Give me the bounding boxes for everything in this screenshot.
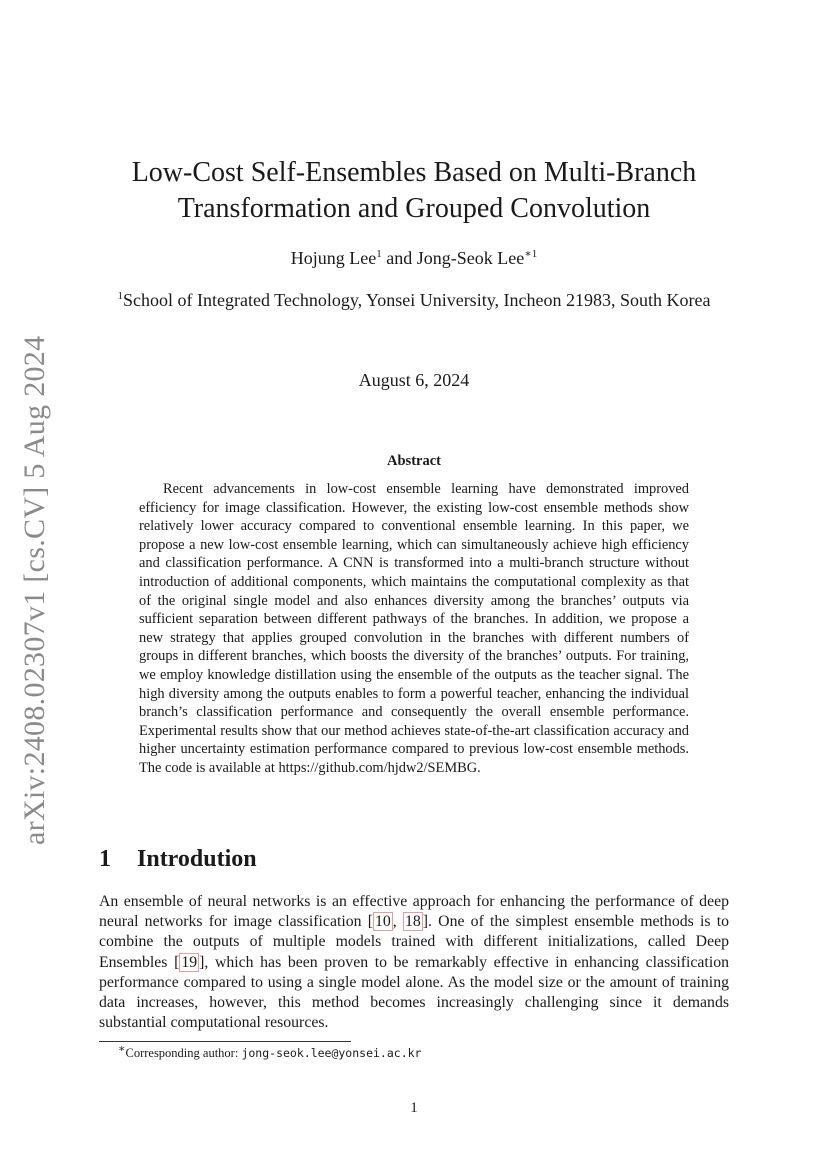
author-conjunction: and [381,248,417,268]
footnote-label: Corresponding author: [125,1046,242,1060]
intro-text: , which has been proven to be remarkably effective in enhancing classification performance compared to using a single model alone. As the model size or the amount of training data increases, however, this method becomes increasingly challenging since it demands substantial computational resources. [99,953,730,1032]
introduction-paragraph: An ensemble of neural networks is an effective approach for enhancing the performance of deep neural networks for image classification [ 10 , 18 ]. One of the simplest ensemble methods is to combine the outputs of multiple models trained with different initializations, called Deep Ensembles [ 19 ], which has been proven to be remarkably effective in enhancing classification performance compared to using a single model alone. As the model size or the amount of training data increases, however, this method becomes increasingly challenging since it demands substantial computational resources. [99,893,730,1032]
intro-text: An ensemble of neural networks is an effective approach for enhancing the performance of deep neural networks for image classification [99,893,729,931]
footnote-divider [99,1041,351,1042]
corresponding-email[interactable]: jong-seok.lee@yonsei.ac.kr [241,1046,422,1060]
title-line-2: Transformation and Grouped Convolution [177,193,651,224]
author-affiliation-marker: ∗1 [524,248,538,260]
author-list [0,248,828,269]
section-title: Introdution [137,846,257,872]
page-number: 1 [410,1100,418,1116]
arxiv-identifier-stamp[interactable]: arXiv:2408.02307v1 [cs.CV] 5 Aug 2024 [18,335,51,845]
section-number: 1 [99,846,111,872]
citation-separator: , [392,913,403,931]
author-name: Hojung Lee [290,248,377,268]
author-name: Jong-Seok Lee [416,248,525,268]
author-affiliation-marker: 1 [376,248,382,260]
citation-link[interactable]: 10 [375,913,391,931]
publication-date: August 6, 2024 [358,370,470,390]
footnote [118,1042,422,1061]
title-line-1: Low-Cost Self-Ensembles Based on Multi-Branch [131,157,697,188]
affiliation-marker: 1 [117,290,123,302]
abstract-heading: Abstract [387,453,441,469]
citation-link[interactable]: 19 [181,953,198,971]
paper-title [0,155,828,227]
abstract-text: Recent advancements in low-cost ensemble learning have demonstrated improved efficiency for image classification. However, the existing low-cost ensemble methods show relatively lower accuracy compared to conventional ensemble learning. In this paper, we propose a new low-cost ensemble learning, which can simultaneously achieve high efficiency and classification performance. A CNN is transformed into a multi-branch structure without introduction of additional components, which maintains the computational complexity as that of the original single model and also enhances diversity among the branches’ outputs via sufficient separation between different pathways of the branches. In addition, we propose a new strategy that applies grouped convolution in the branches with different numbers of groups in different branches, which boosts the diversity of the branches’ outputs. For training, we employ knowledge distillation using the ensemble of the outputs as the teacher signal. The high diversity among the outputs enables to form a powerful teacher, enhancing the individual branch’s classification performance and consequently the overall ensemble performance. Experimental results show that our method achieves state-of-the-art classification accuracy and higher uncertainty estimation performance compared to previous low-cost ensemble methods. The code is available at https://github.com/hjdw2/SEMBG. [139,481,689,776]
footnote-marker: ∗ [118,1042,126,1055]
citation-link[interactable]: 18 [404,913,421,931]
section-heading [99,846,257,873]
intro-text: . One of the simplest ensemble methods is to combine the outputs of multiple models trained with different initializations, called Deep Ensembles [99,913,729,971]
affiliation [100,288,728,313]
affiliation-text: School of Integrated Technology, Yonsei University, Incheon 21983, South Korea [123,290,711,310]
